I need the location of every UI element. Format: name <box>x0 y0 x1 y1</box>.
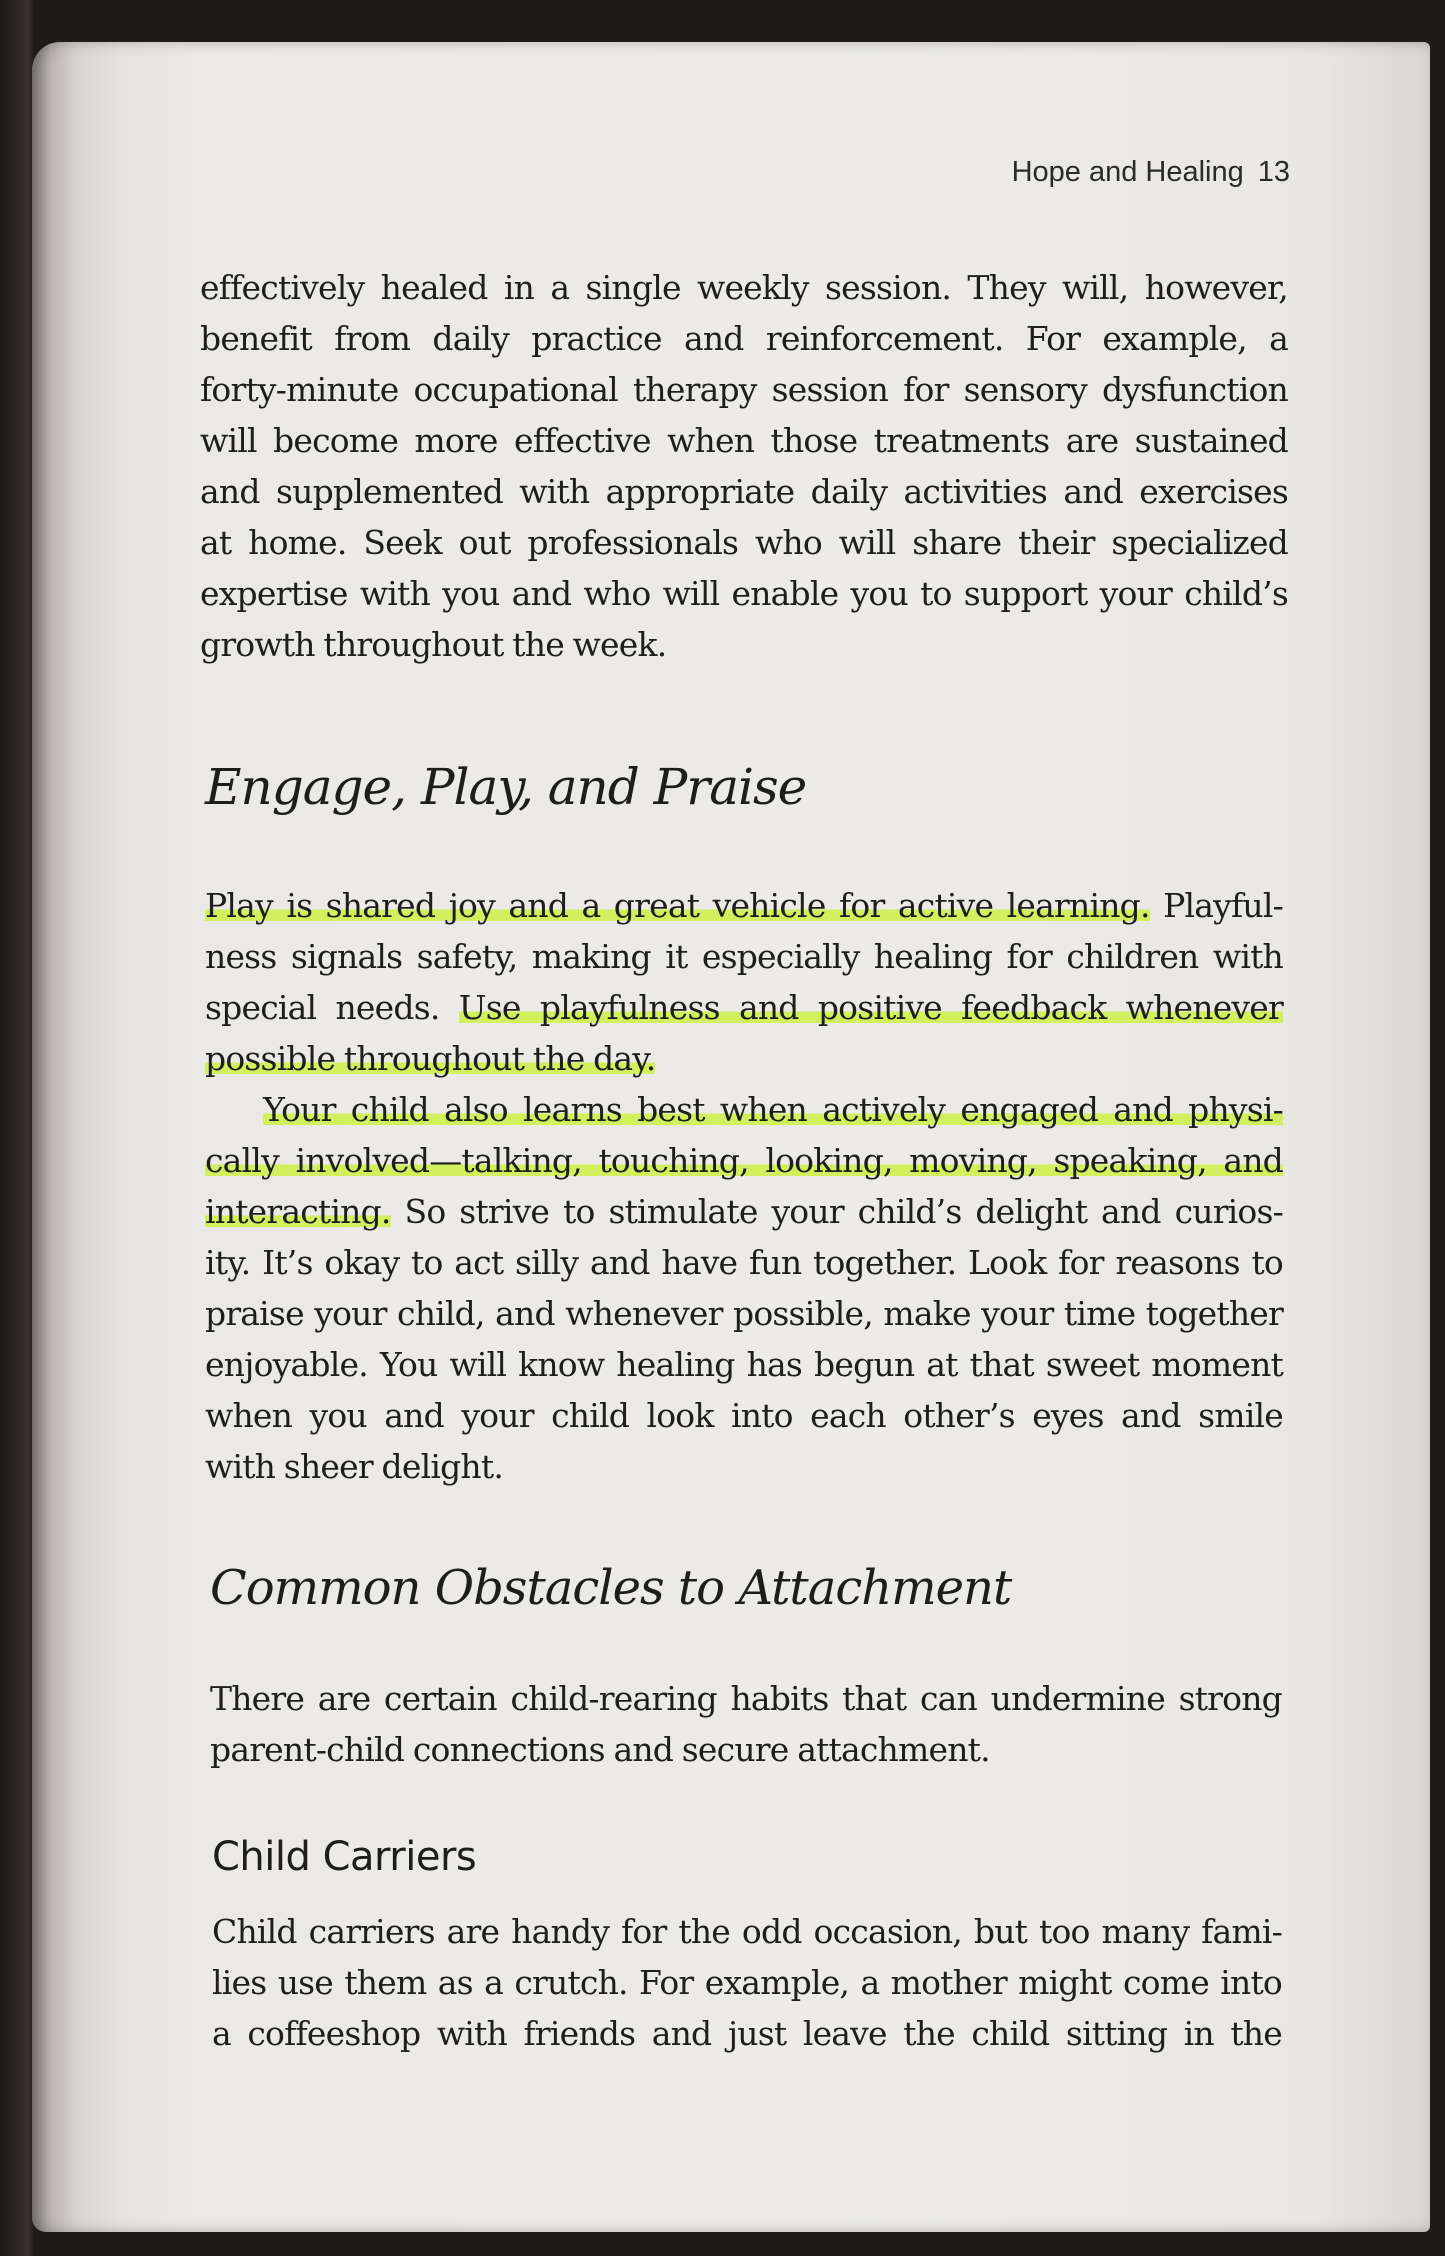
text-line <box>205 1135 1283 1186</box>
text-line: will become more effective when those treatments are sustained <box>200 421 1288 460</box>
highlighted-text: cally involved—talking, touching, looking, moving, speaking, and <box>205 1141 1283 1180</box>
paragraph-play <box>205 880 1283 1492</box>
paragraph-1 <box>200 262 1288 670</box>
highlighted-text: possible throughout the day. <box>205 1039 656 1078</box>
text-line: a coffeeshop with friends and just leave the child sitting in the <box>212 2014 1282 2053</box>
text-line: Child carriers are handy for the odd occasion, but too many fami- <box>212 1912 1282 1951</box>
text-line: and supplemented with appropriate daily activities and exercises <box>200 472 1288 511</box>
text-line <box>205 982 1283 1033</box>
running-header <box>1012 156 1290 189</box>
paragraph-obstacles <box>210 1673 1282 1775</box>
text-line: growth throughout the week. <box>200 625 667 664</box>
highlighted-text: Your child also learns best when actively engaged and physi- <box>263 1090 1283 1129</box>
text-line <box>205 1186 1283 1237</box>
highlighted-text: interacting. <box>205 1192 391 1231</box>
text-line: enjoyable. You will know healing has begun at that sweet moment <box>205 1345 1283 1384</box>
text-span: Playful- <box>1149 886 1283 925</box>
text-line: at home. Seek out professionals who will share their specialized <box>200 523 1288 562</box>
text-line: ity. It’s okay to act silly and have fun together. Look for reasons to <box>205 1243 1283 1282</box>
text-line: praise your child, and whenever possible, make your time together <box>205 1294 1283 1333</box>
text-line: effectively healed in a single weekly session. They will, however, <box>200 268 1288 307</box>
text-line: with sheer delight. <box>205 1447 504 1486</box>
text-line: expertise with you and who will enable you to support your child’s <box>200 574 1288 613</box>
text-line: when you and your child look into each other’s eyes and smile <box>205 1396 1283 1435</box>
text-span: So strive to stimulate your child’s delight and curios- <box>390 1192 1283 1231</box>
running-title: Hope and Healing <box>1011 156 1244 188</box>
section-heading-common-obstacles: Common Obstacles to Attachment <box>210 1560 1012 1616</box>
text-line: lies use them as a crutch. For example, a mother might come into <box>212 1963 1282 2002</box>
section-heading-engage-play-praise: Engage, Play, and Praise <box>205 758 807 816</box>
text-span: special needs. <box>205 988 459 1027</box>
highlighted-text: Use playfulness and positive feedback whenever <box>458 988 1283 1027</box>
text-line: benefit from daily practice and reinforcement. For example, a <box>200 319 1288 358</box>
text-line: There are certain child-rearing habits that can undermine strong <box>210 1679 1282 1718</box>
page-number: 13 <box>1257 156 1290 188</box>
text-line: forty-minute occupational therapy session for sensory dysfunction <box>200 370 1288 409</box>
subheading-child-carriers: Child Carriers <box>212 1834 477 1880</box>
text-line: ness signals safety, making it especially healing for children with <box>205 937 1283 976</box>
text-line <box>205 1033 1283 1084</box>
text-line: parent-child connections and secure attachment. <box>210 1730 990 1769</box>
text-line <box>205 1084 1283 1135</box>
text-line <box>205 880 1283 931</box>
paragraph-child-carriers <box>212 1906 1282 2059</box>
highlighted-text: Play is shared joy and a great vehicle for active learning. <box>205 886 1150 925</box>
